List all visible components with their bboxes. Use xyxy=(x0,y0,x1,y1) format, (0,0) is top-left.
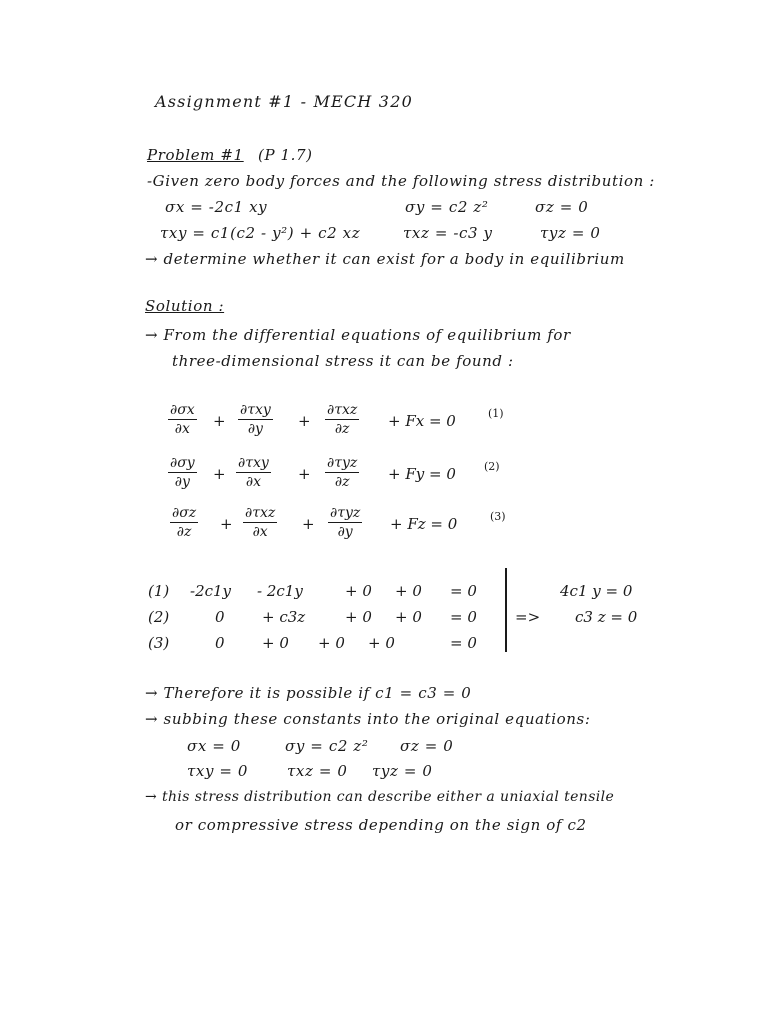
conclusion-1: → Therefore it is possible if c1 = c3 = 0 xyxy=(145,684,472,702)
result-2: c3 z = 0 xyxy=(575,608,638,626)
problem-intro: -Given zero body forces and the following stress distribution : xyxy=(147,172,655,190)
system-row-1-number: (1) xyxy=(148,582,170,600)
system-divider xyxy=(505,568,507,652)
eq3-plus-2: + xyxy=(302,515,315,533)
system-row-2-eq: = 0 xyxy=(450,608,477,626)
stress-tau-xz: τxz = -c3 y xyxy=(403,224,493,242)
stress-tau-yz: τyz = 0 xyxy=(540,224,601,242)
system-row-3-b: + 0 xyxy=(262,634,289,652)
eq2-plus-2: + xyxy=(298,465,311,483)
eq1-number: (1) xyxy=(488,407,504,420)
problem-heading: Problem #1 xyxy=(147,146,244,164)
final-tau-xz: τxz = 0 xyxy=(287,762,348,780)
problem-task: → determine whether it can exist for a body in equilibrium xyxy=(145,250,625,268)
eq2-term-1: $\frac{\partial\sigma y}{\partial y}$ xyxy=(170,455,195,490)
eq1-plus-1: + xyxy=(213,412,226,430)
eq3-term-1: $\frac{\partial\sigma z}{\partial z}$ xyxy=(172,505,197,540)
eq2-number: (2) xyxy=(484,460,500,473)
system-row-1-a: -2c1y xyxy=(190,582,232,600)
eq1-term-1: $\frac{\partial\sigma x}{\partial x}$ xyxy=(170,402,195,437)
remark-2: or compressive stress depending on the sign of c2 xyxy=(175,816,587,834)
implies-arrow: => xyxy=(515,608,541,626)
eq3-plus-1: + xyxy=(220,515,233,533)
final-tau-xy: τxy = 0 xyxy=(187,762,249,780)
eq1-tail: + Fx = 0 xyxy=(388,412,456,430)
final-sigma-y: σy = c2 z² xyxy=(285,737,369,755)
solution-heading: Solution : xyxy=(145,297,225,315)
system-row-3-d: + 0 xyxy=(368,634,395,652)
eq3-term-3: ∂τyz ∂y xyxy=(330,505,361,540)
final-sigma-x: σx = 0 xyxy=(187,737,241,755)
conclusion-2: → subbing these constants into the original equations: xyxy=(145,710,591,728)
system-row-2-d: + 0 xyxy=(395,608,422,626)
system-row-1-c: + 0 xyxy=(345,582,372,600)
system-row-3-eq: = 0 xyxy=(450,634,477,652)
system-row-1-eq: = 0 xyxy=(450,582,477,600)
system-row-3-number: (3) xyxy=(148,634,170,652)
system-row-3-a: 0 xyxy=(215,634,225,652)
eq2-tail: + Fy = 0 xyxy=(388,465,456,483)
result-1: 4c1 y = 0 xyxy=(560,582,633,600)
stress-sigma-y: σy = c2 z² xyxy=(405,198,489,216)
system-row-1-d: + 0 xyxy=(395,582,422,600)
remark-1: → this stress distribution can describe either a uniaxial tensile xyxy=(145,789,615,805)
system-row-2-a: 0 xyxy=(215,608,225,626)
stress-sigma-x: σx = -2c1 xy xyxy=(165,198,268,216)
eq3-tail: + Fz = 0 xyxy=(390,515,458,533)
eq3-number: (3) xyxy=(490,510,506,523)
system-row-2-b: + c3z xyxy=(262,608,306,626)
eq2-term-2: ∂τxy ∂x xyxy=(238,455,269,490)
eq1-term-3: ∂τxz ∂z xyxy=(327,402,358,437)
solution-line-1: → From the differential equations of equilibrium for xyxy=(145,326,571,344)
final-sigma-z: σz = 0 xyxy=(400,737,454,755)
final-tau-yz: τyz = 0 xyxy=(372,762,433,780)
eq2-plus-1: + xyxy=(213,465,226,483)
stress-tau-xy: τxy = c1(c2 - y²) + c2 xz xyxy=(160,224,361,242)
eq3-term-2: ∂τxz ∂x xyxy=(245,505,276,540)
system-row-2-number: (2) xyxy=(148,608,170,626)
solution-line-2: three-dimensional stress it can be found : xyxy=(172,352,514,370)
problem-reference: (P 1.7) xyxy=(258,146,313,164)
system-row-2-c: + 0 xyxy=(345,608,372,626)
page-title: Assignment #1 - MECH 320 xyxy=(155,92,413,111)
stress-sigma-z: σz = 0 xyxy=(535,198,589,216)
eq1-term-2: ∂τxy ∂y xyxy=(240,402,271,437)
eq1-plus-2: + xyxy=(298,412,311,430)
system-row-3-c: + 0 xyxy=(318,634,345,652)
system-row-1-b: - 2c1y xyxy=(257,582,303,600)
eq2-term-3: ∂τyz ∂z xyxy=(327,455,358,490)
